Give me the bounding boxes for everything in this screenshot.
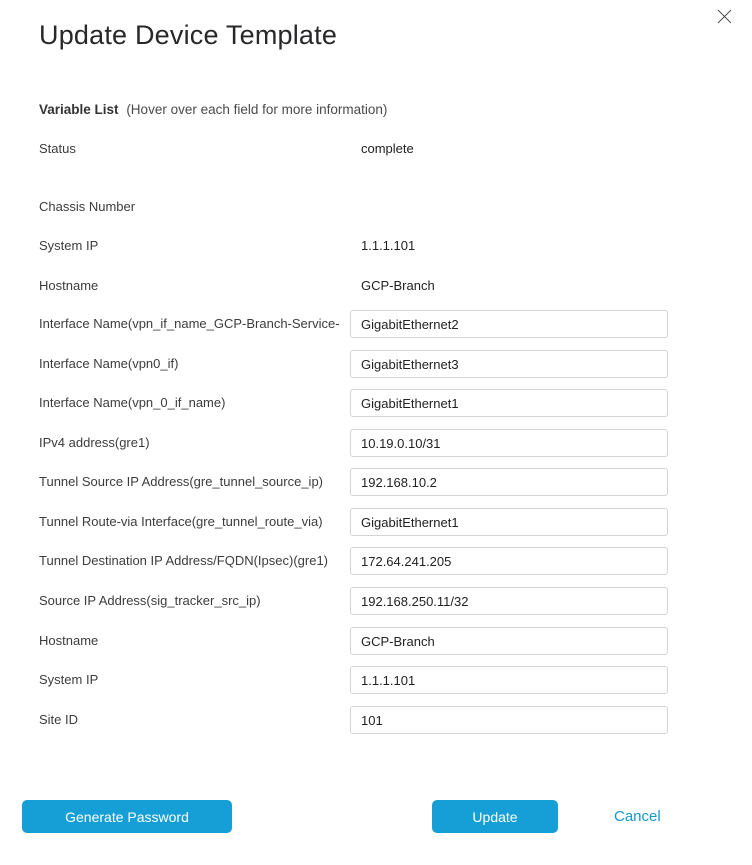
field-label: Interface Name(vpn0_if) (39, 356, 179, 371)
field-label: Interface Name(vpn_if_name_GCP-Branch-Service- (39, 316, 340, 331)
close-icon[interactable] (710, 2, 738, 30)
variable-list-header (39, 102, 387, 120)
field-label: Interface Name(vpn_0_if_name) (39, 395, 226, 410)
field-row-interface-name-vpn0-if (39, 350, 712, 378)
interface-name-vpn-0-if-name-input[interactable] (350, 389, 668, 417)
field-row-hostname (39, 627, 712, 655)
field-value: complete (361, 141, 414, 156)
site-id-input[interactable] (350, 706, 668, 734)
interface-name-vpn0-if-input[interactable] (350, 350, 668, 378)
cancel-button[interactable]: Cancel (614, 808, 661, 825)
system-ip-input[interactable] (350, 666, 668, 694)
field-value: GCP-Branch (361, 278, 435, 293)
source-ip-sig-tracker-input[interactable] (350, 587, 668, 615)
variable-list-heading: Variable List (39, 102, 119, 117)
interface-name-service-vpn-input[interactable] (350, 310, 668, 338)
field-value: 1.1.1.101 (361, 238, 416, 253)
tunnel-destination-ip-input[interactable] (350, 547, 668, 575)
field-row-source-ip-sig-tracker (39, 587, 712, 615)
ipv4-address-gre1-input[interactable] (350, 429, 668, 457)
field-label: Source IP Address(sig_tracker_src_ip) (39, 593, 261, 608)
field-row-site-id (39, 706, 712, 734)
field-row-interface-name-vpn-0-if-name (39, 389, 712, 417)
page-title: Update Device Template (39, 20, 338, 50)
field-label: Chassis Number (39, 199, 136, 214)
field-row-tunnel-route-via (39, 508, 712, 536)
field-row-tunnel-source-ip (39, 468, 712, 496)
field-row-system-ip (39, 666, 712, 694)
field-label: Tunnel Destination IP Address/FQDN(Ipsec)(gre1) (39, 553, 329, 568)
field-label: IPv4 address(gre1) (39, 435, 150, 450)
field-label: Hostname (39, 633, 99, 648)
field-label: Tunnel Route-via Interface(gre_tunnel_route_via) (39, 514, 323, 529)
update-button[interactable]: Update (432, 800, 558, 833)
generate-password-button[interactable]: Generate Password (22, 800, 232, 833)
field-row-ipv4-address-gre1 (39, 429, 712, 457)
field-label: System IP (39, 238, 99, 253)
variable-list-hint: (Hover over each field for more information) (126, 102, 388, 117)
field-label: System IP (39, 672, 99, 687)
field-label: Status (39, 141, 76, 156)
field-row-hostname-static (39, 276, 712, 296)
field-row-tunnel-destination-ip (39, 547, 712, 575)
field-label: Hostname (39, 278, 99, 293)
hostname-input[interactable] (350, 627, 668, 655)
field-row-system-ip-static (39, 236, 712, 256)
field-label: Tunnel Source IP Address(gre_tunnel_source_ip) (39, 474, 324, 489)
field-row-interface-name-service-vpn (39, 310, 712, 338)
field-label: Site ID (39, 712, 79, 727)
tunnel-route-via-input[interactable] (350, 508, 668, 536)
field-row-status (39, 139, 712, 159)
field-row-chassis-number (39, 197, 712, 217)
tunnel-source-ip-input[interactable] (350, 468, 668, 496)
